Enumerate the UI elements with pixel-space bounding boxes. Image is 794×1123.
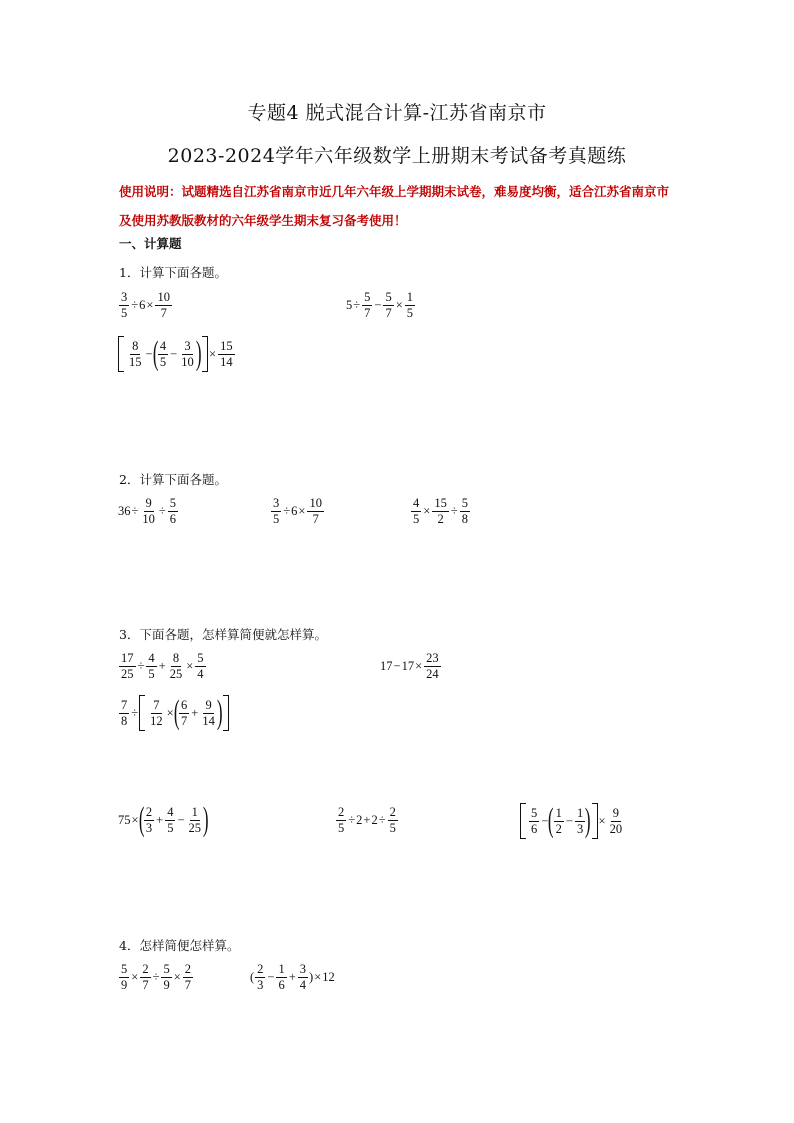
q3-expr-c: $\frac{7}{8}$ ÷ $\frac{7}{12}$ × ( $\frac{6}{7}$ + $\frac{9}{14}$ )	[118, 695, 229, 731]
page-subtitle: 2023-2024学年六年级数学上册期末考试备考真题练	[167, 145, 627, 167]
q2-expr-c: $\frac{4}{5}$ × $\frac{15}{2}$ ÷ $\frac{5}{8}$	[413, 496, 468, 526]
page-title: 专题4 脱式混合计算-江苏省南京市	[247, 102, 547, 124]
q1-expr-a: $\frac{3}{5}$ ÷ 6 × $\frac{10}{7}$	[121, 290, 170, 320]
q3-expr-d: 75 × ( $\frac{2}{3}$ + $\frac{4}{5}$ − $\frac{1}{25}$ )	[118, 801, 209, 838]
usage-notice: 使用说明：试题精选自江苏省南京市近几年六年级上学期期末试卷，难易度均衡，适合江苏省南京市及使用苏教版教材的六年级学生期末复习备考使用！	[119, 184, 670, 228]
q2-expr-b: $\frac{3}{5}$ ÷ 6 × $\frac{10}{7}$	[273, 496, 322, 526]
q1-expr-b: 5 ÷ $\frac{5}{7}$ − $\frac{5}{7}$ × $\frac{1}{5}$	[346, 290, 413, 320]
question-3-label: 3．下面各题，怎样算简便就怎样算。	[119, 627, 327, 642]
question-2-label: 2．计算下面各题。	[119, 472, 227, 487]
q3-expr-a: $\frac{17}{25}$ ÷ $\frac{4}{5}$ + $\frac{8}{25}$ × $\frac{5}{4}$	[121, 651, 204, 681]
q4-expr-b: ( $\frac{2}{3}$ − $\frac{1}{6}$ + $\frac{3}{4}$ ) × 12	[250, 962, 335, 992]
q3-expr-e: $\frac{2}{5}$ ÷ 2 + 2 ÷ $\frac{2}{5}$	[338, 805, 396, 835]
q2-expr-a: 36 ÷ $\frac{9}{10}$ ÷ $\frac{5}{6}$	[118, 496, 176, 526]
question-4-label: 4．怎样简便怎样算。	[119, 938, 240, 953]
q1-expr-c: $\frac{8}{15}$ − ( $\frac{4}{5}$ − $\frac{3}{10}$ ) × $\frac{15}{14}$	[118, 336, 236, 372]
q3-expr-b: 17 − 17 × $\frac{23}{24}$	[380, 651, 439, 681]
question-1-label: 1．计算下面各题。	[119, 265, 227, 280]
q3-expr-f: $\frac{5}{6}$ − ( $\frac{1}{2}$ − $\frac{1}{3}$ ) × $\frac{9}{20}$	[520, 803, 625, 839]
q4-expr-a: $\frac{5}{9}$ × $\frac{2}{7}$ ÷ $\frac{5}{9}$ × $\frac{2}{7}$	[121, 962, 191, 992]
section-heading: 一、计算题	[119, 236, 182, 251]
